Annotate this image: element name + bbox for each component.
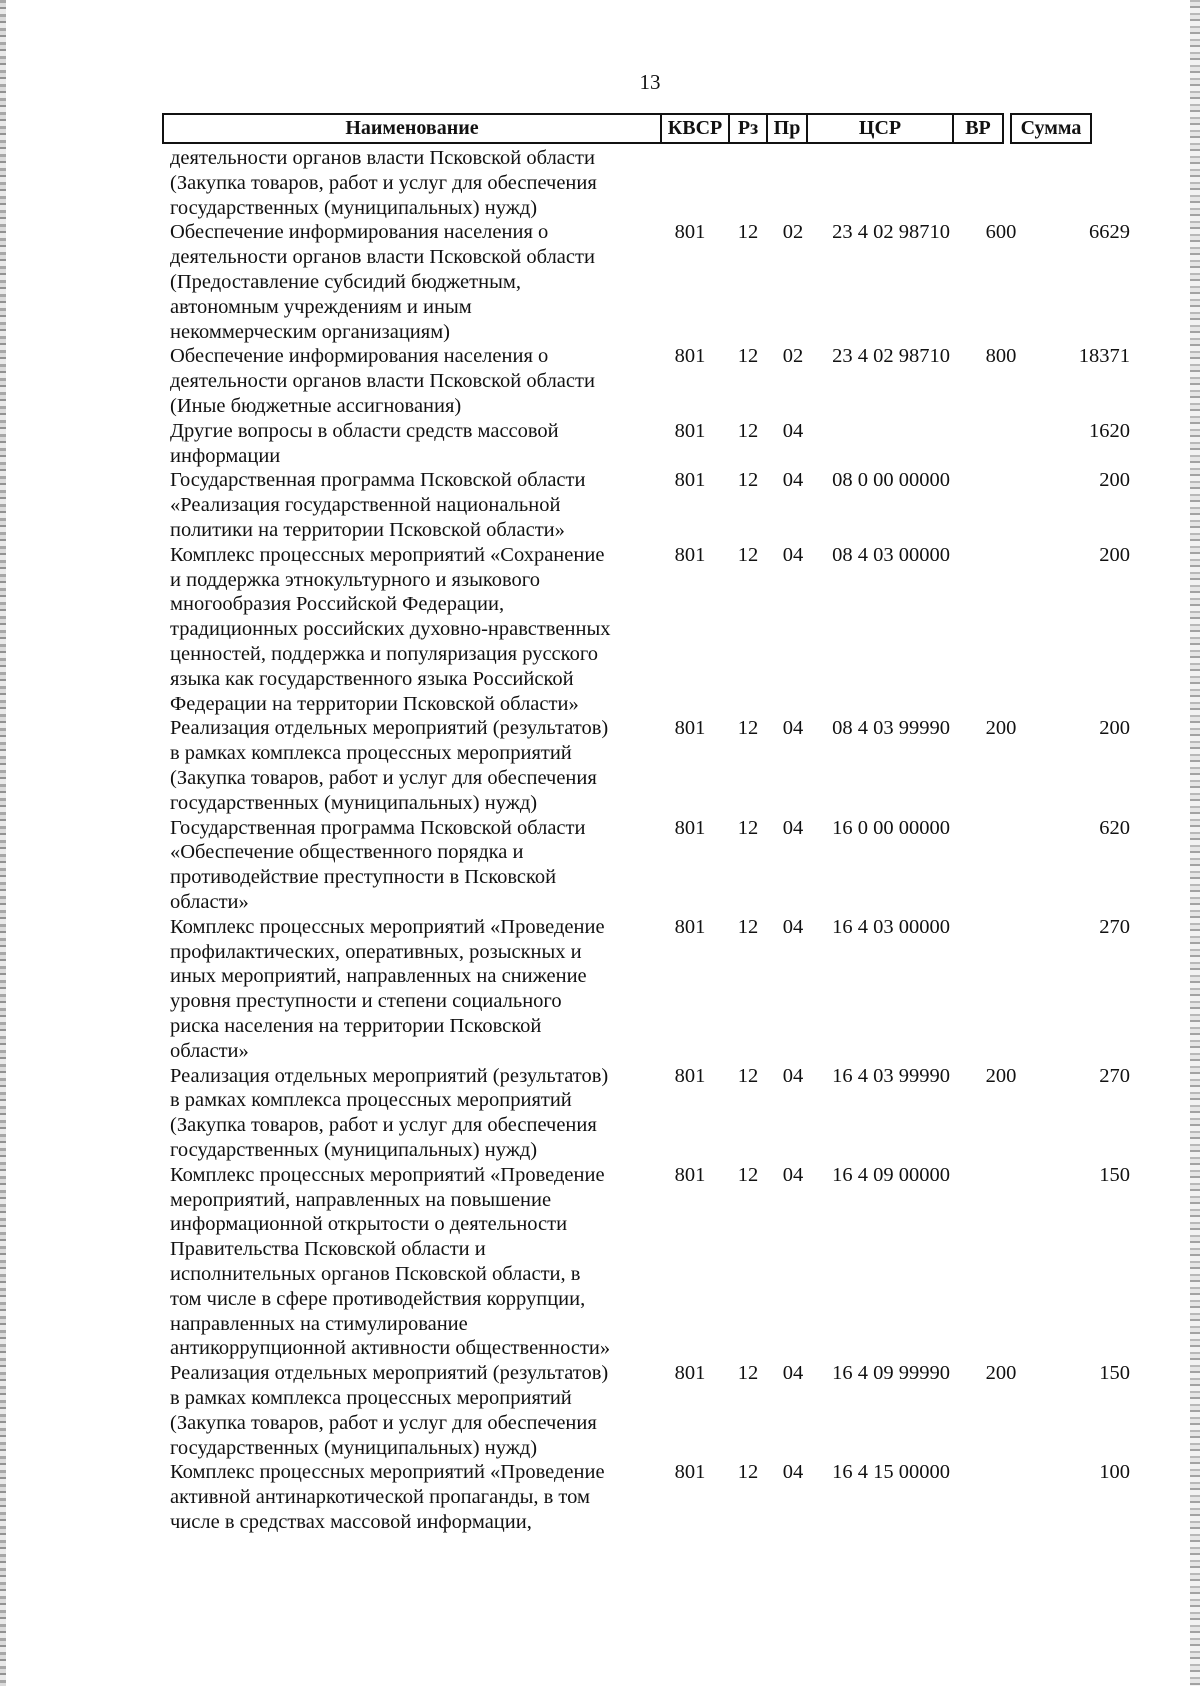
row-name-line: том числе в сфере противодействия коррупции, <box>170 1287 586 1310</box>
cell-rz: 12 <box>737 915 759 938</box>
cell-pr: 04 <box>782 419 804 442</box>
cell-sum: 270 <box>1099 1064 1130 1087</box>
row-name-line: Обеспечение информирования населения о <box>170 221 549 244</box>
cell-sum: 150 <box>1099 1362 1130 1385</box>
cell-csr: 16 4 03 99990 <box>832 1064 950 1087</box>
cell-pr: 04 <box>782 1461 804 1484</box>
row-name <box>170 220 650 344</box>
cell-pr: 02 <box>782 221 804 244</box>
column-header-rz: Рз <box>729 114 767 143</box>
row-name-line: Федерации на территории Псковской области» <box>170 692 579 715</box>
cell-sum: 200 <box>1099 717 1130 740</box>
cell-kvsr: 801 <box>674 221 706 244</box>
cell-sum: 200 <box>1099 469 1130 492</box>
cell-rz: 12 <box>737 1064 759 1087</box>
row-name-line: информации <box>170 444 281 467</box>
row-name <box>170 816 650 915</box>
row-name-line: Комплекс процессных мероприятий «Проведение <box>170 1163 605 1186</box>
row-name-line: (Закупка товаров, работ и услуг для обеспечения <box>170 1114 597 1137</box>
row-name-line: деятельности органов власти Псковской области <box>170 246 595 269</box>
cell-vr: 200 <box>985 1362 1017 1385</box>
cell-kvsr: 801 <box>674 1064 706 1087</box>
cell-sum: 200 <box>1099 543 1130 566</box>
row-name-line: Реализация отдельных мероприятий (результатов) <box>170 1064 609 1087</box>
cell-sum: 270 <box>1099 915 1130 938</box>
cell-csr: 16 0 00 00000 <box>832 816 950 839</box>
cell-kvsr: 801 <box>674 345 706 368</box>
row-name-line: направленных на стимулирование <box>170 1312 468 1335</box>
cell-pr: 04 <box>782 469 804 492</box>
cell-csr: 16 4 03 00000 <box>832 915 950 938</box>
row-name-line: государственных (муниципальных) нужд) <box>170 1436 538 1459</box>
cell-kvsr: 801 <box>674 816 706 839</box>
cell-pr: 04 <box>782 717 804 740</box>
cell-csr: 23 4 02 98710 <box>832 221 950 244</box>
cell-csr: 08 4 03 00000 <box>832 543 950 566</box>
cell-sum: 6629 <box>1089 221 1130 244</box>
row-name <box>170 1460 650 1534</box>
row-name-line: Обеспечение информирования населения о <box>170 345 549 368</box>
row-name-line: некоммерческим организациям) <box>170 320 450 343</box>
cell-kvsr: 801 <box>674 469 706 492</box>
scan-edge-right <box>1190 0 1200 1686</box>
row-name-line: (Закупка товаров, работ и услуг для обеспечения <box>170 766 597 789</box>
row-name-line: Комплекс процессных мероприятий «Сохранение <box>170 543 605 566</box>
cell-pr: 04 <box>782 1064 804 1087</box>
row-name-line: антикоррупционной активности общественности» <box>170 1337 611 1360</box>
row-name <box>170 419 650 469</box>
row-name-line: активной антинаркотической пропаганды, в том <box>170 1486 590 1509</box>
row-name-line: исполнительных органов Псковской области, в <box>170 1262 581 1285</box>
row-name-line: (Закупка товаров, работ и услуг для обеспечения <box>170 1411 597 1434</box>
cell-sum: 1620 <box>1089 419 1130 442</box>
cell-csr: 16 4 09 00000 <box>832 1163 950 1186</box>
column-header-csr: ЦСР <box>807 114 953 143</box>
cell-csr: 16 4 09 99990 <box>832 1362 950 1385</box>
row-name <box>170 543 650 717</box>
cell-vr: 600 <box>985 221 1017 244</box>
page-number: 13 <box>639 70 661 94</box>
row-name-line: иных мероприятий, направленных на снижение <box>170 965 587 988</box>
row-name-line: в рамках комплекса процессных мероприятий <box>170 1386 572 1409</box>
row-name <box>170 1361 650 1460</box>
row-name-line: уровня преступности и степени социального <box>170 990 562 1013</box>
row-name-line: Другие вопросы в области средств массовой <box>170 419 559 442</box>
row-name-line: Государственная программа Псковской области <box>170 816 586 839</box>
cell-csr: 16 4 15 00000 <box>832 1461 950 1484</box>
row-name-line: числе в средствах массовой информации, <box>170 1510 532 1533</box>
cell-pr: 04 <box>782 1163 804 1186</box>
cell-rz: 12 <box>737 543 759 566</box>
cell-kvsr: 801 <box>674 543 706 566</box>
row-name-line: Реализация отдельных мероприятий (результатов) <box>170 717 609 740</box>
row-name <box>170 146 650 220</box>
cell-pr: 04 <box>782 816 804 839</box>
cell-pr: 04 <box>782 543 804 566</box>
cell-sum: 620 <box>1099 816 1130 839</box>
row-name-line: «Обеспечение общественного порядка и <box>170 841 524 864</box>
row-name-line: многообразия Российской Федерации, <box>170 593 505 616</box>
row-name-line: мероприятий, направленных на повышение <box>170 1188 552 1211</box>
row-name-line: в рамках комплекса процессных мероприятий <box>170 1089 572 1112</box>
cell-sum: 150 <box>1099 1163 1130 1186</box>
cell-rz: 12 <box>737 1362 759 1385</box>
cell-rz: 12 <box>737 469 759 492</box>
cell-rz: 12 <box>737 419 759 442</box>
cell-kvsr: 801 <box>674 1461 706 1484</box>
column-header-name: Наименование <box>163 114 661 143</box>
row-name-line: информационной открытости о деятельности <box>170 1213 568 1236</box>
cell-rz: 12 <box>737 345 759 368</box>
cell-rz: 12 <box>737 816 759 839</box>
row-name-line: деятельности органов власти Псковской области <box>170 147 595 169</box>
cell-csr: 08 0 00 00000 <box>832 469 950 492</box>
cell-rz: 12 <box>737 1163 759 1186</box>
cell-rz: 12 <box>737 717 759 740</box>
column-header-gap <box>1003 114 1011 143</box>
row-name-line: языка как государственного языка Российской <box>170 667 574 690</box>
row-name-line: Правительства Псковской области и <box>170 1238 486 1261</box>
cell-pr: 02 <box>782 345 804 368</box>
row-name-line: противодействие преступности в Псковской <box>170 866 557 889</box>
cell-kvsr: 801 <box>674 419 706 442</box>
cell-sum: 18371 <box>1078 345 1130 368</box>
row-name-line: области» <box>170 1039 249 1062</box>
row-name <box>170 716 650 815</box>
column-header-pr: Пр <box>767 114 807 143</box>
cell-kvsr: 801 <box>674 1362 706 1385</box>
column-header-sum: Сумма <box>1011 114 1091 143</box>
row-name-line: (Закупка товаров, работ и услуг для обеспечения <box>170 171 597 194</box>
row-name-line: Комплекс процессных мероприятий «Проведение <box>170 915 605 938</box>
row-name-line: профилактических, оперативных, розыскных и <box>170 940 582 963</box>
row-name-line: риска населения на территории Псковской <box>170 1014 542 1037</box>
row-name-line: Государственная программа Псковской области <box>170 469 586 492</box>
row-name-line: государственных (муниципальных) нужд) <box>170 1138 538 1161</box>
row-name <box>170 344 650 418</box>
cell-pr: 04 <box>782 1362 804 1385</box>
cell-vr: 200 <box>985 1064 1017 1087</box>
row-name-line: Комплекс процессных мероприятий «Проведение <box>170 1461 605 1484</box>
row-name-line: государственных (муниципальных) нужд) <box>170 791 538 814</box>
cell-csr: 23 4 02 98710 <box>832 345 950 368</box>
cell-pr: 04 <box>782 915 804 938</box>
cell-csr: 08 4 03 99990 <box>832 717 950 740</box>
row-name <box>170 468 650 542</box>
row-name-line: в рамках комплекса процессных мероприятий <box>170 742 572 765</box>
row-name-line: Реализация отдельных мероприятий (результатов) <box>170 1362 609 1385</box>
cell-kvsr: 801 <box>674 717 706 740</box>
table-header <box>162 113 1092 144</box>
row-name-line: (Иные бюджетные ассигнования) <box>170 394 462 417</box>
cell-vr: 200 <box>985 717 1017 740</box>
cell-kvsr: 801 <box>674 915 706 938</box>
row-name-line: и поддержка этнокультурного и языкового <box>170 568 540 591</box>
cell-rz: 12 <box>737 221 759 244</box>
cell-sum: 100 <box>1099 1461 1130 1484</box>
row-name-line: (Предоставление субсидий бюджетным, <box>170 270 521 293</box>
row-name-line: традиционных российских духовно-нравственных <box>170 618 611 641</box>
scan-edge-left <box>0 0 6 1686</box>
row-name <box>170 1163 650 1361</box>
row-name <box>170 915 650 1064</box>
column-header-vr: ВР <box>953 114 1003 143</box>
row-name-line: «Реализация государственной национальной <box>170 494 561 517</box>
row-name-line: области» <box>170 890 249 913</box>
cell-vr: 800 <box>985 345 1017 368</box>
row-name-line: государственных (муниципальных) нужд) <box>170 196 538 219</box>
row-name-line: ценностей, поддержка и популяризация русского <box>170 642 598 665</box>
row-name-line: политики на территории Псковской области» <box>170 518 565 541</box>
cell-kvsr: 801 <box>674 1163 706 1186</box>
row-name <box>170 1064 650 1163</box>
cell-rz: 12 <box>737 1461 759 1484</box>
row-name-line: деятельности органов власти Псковской области <box>170 370 595 393</box>
column-header-kvsr: КВСР <box>661 114 729 143</box>
row-name-line: автономным учреждениям и иным <box>170 295 472 318</box>
